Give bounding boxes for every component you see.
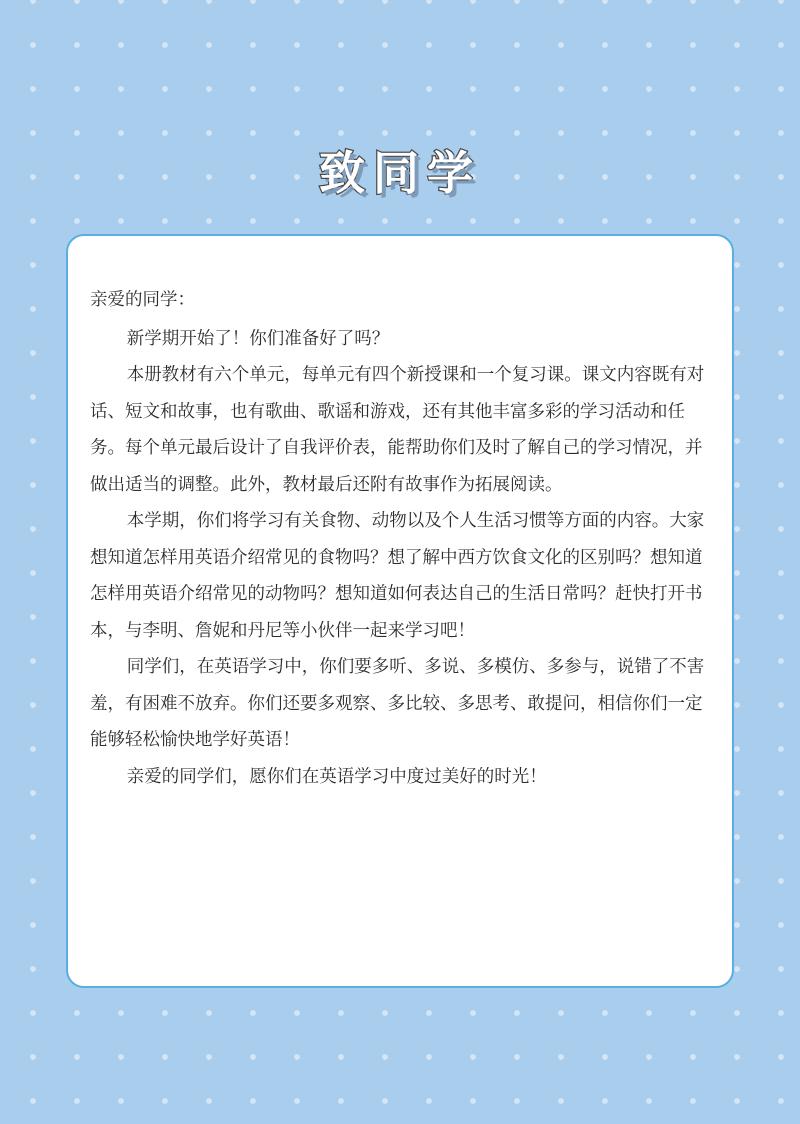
letter-body	[90, 282, 714, 795]
letter-paragraph-5: 亲爱的同学们，愿你们在英语学习中度过美好的时光！	[126, 766, 547, 787]
letter-paragraph-1: 新学期开始了！你们准备好了吗？	[126, 328, 390, 349]
letter-salutation: 亲爱的同学：	[90, 290, 195, 310]
letter-paragraph-3: 本学期，你们将学习有关食物、动物以及个人生活习惯等方面的内容。大家想知道怎样用英语介绍常见的食物吗？想了解中西方饮食文化的区别吗？想知道怎样用英语介绍常见的动物吗？想知道如何表达自己的生活日常吗？赶快打开书本，与李明、詹妮和丹尼等小伙伴一起来学习吧！	[90, 511, 705, 641]
page-title: 致同学	[319, 146, 481, 200]
letter-paragraph-4: 同学们，在英语学习中，你们要多听、多说、多模仿、多参与，说错了不害羞，有困难不放弃。你们还要多观察、多比较、多思考、敢提问，相信你们一定能够轻松愉快地学好英语！	[90, 657, 705, 750]
letter-paragraph-2: 本册教材有六个单元，每单元有四个新授课和一个复习课。课文内容既有对话、短文和故事，也有歌曲、歌谣和游戏，还有其他丰富多彩的学习活动和任务。每个单元最后设计了自我评价表，能帮助你们及时了解自己的学习情况，并做出适当的调整。此外，教材最后还附有故事作为拓展阅读。	[90, 365, 705, 495]
letter-card	[66, 234, 734, 988]
